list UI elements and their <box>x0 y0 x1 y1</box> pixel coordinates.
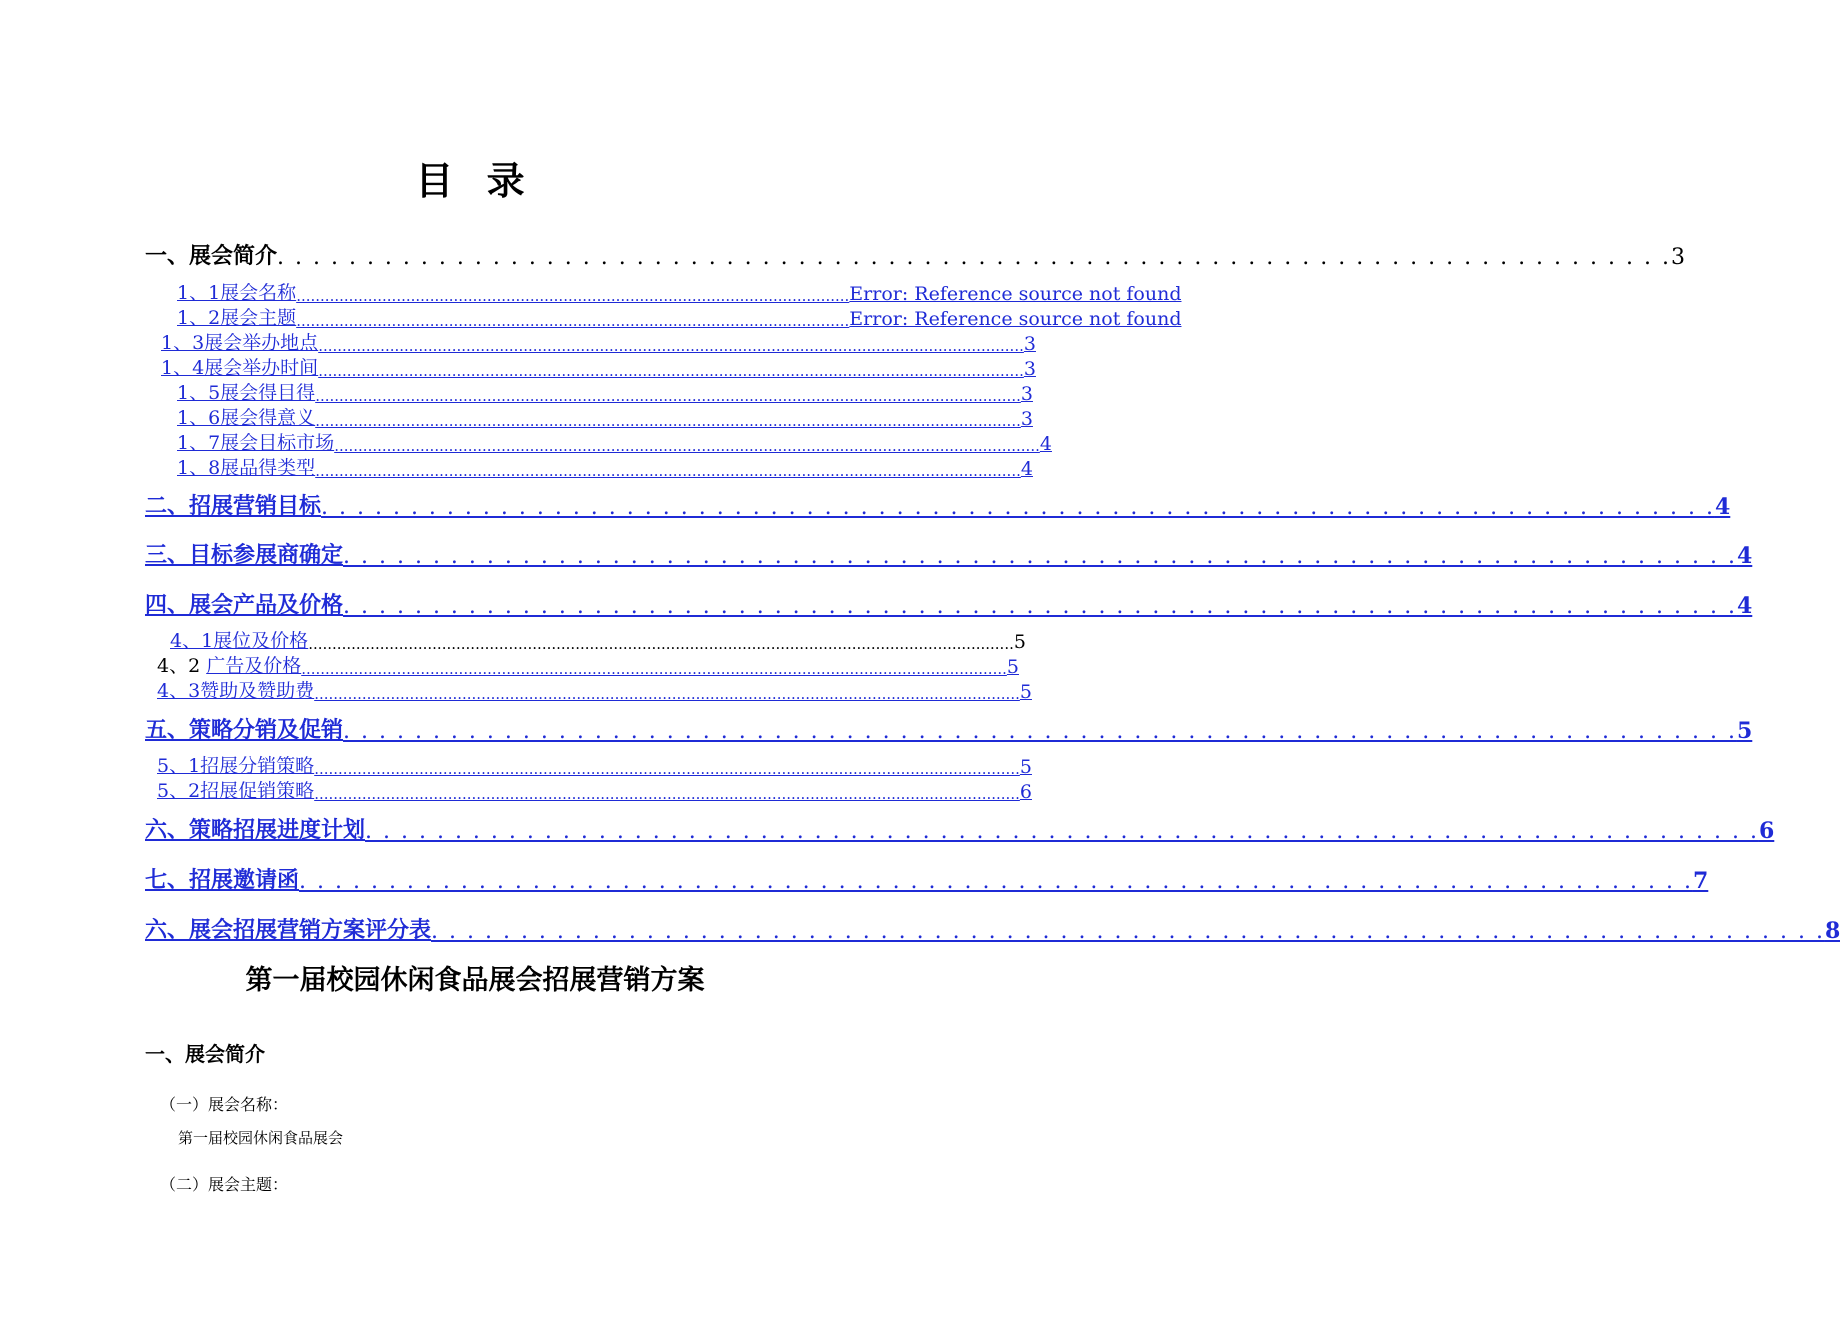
toc-entry-label: 广告及价格 <box>206 655 302 677</box>
toc-entry-label: 一、展会简介 <box>145 243 278 269</box>
toc-entry-page: 3 <box>1020 383 1033 405</box>
toc-entry-label: 1、6展会得意义 <box>177 407 316 429</box>
toc-entry-page: 5 <box>1736 718 1753 744</box>
toc-leader: .................................................................................................................................................... <box>334 437 1040 455</box>
toc-entry-1-8[interactable] <box>177 456 1033 480</box>
toc-leader: .................................................................................................................................................... <box>314 760 1020 778</box>
toc-entry-page: 4 <box>1714 494 1731 520</box>
toc-entry-label: 5、1招展分销策略 <box>157 755 315 777</box>
toc-leader: .................................................................................................................... <box>296 312 850 330</box>
subsection-heading-theme: （二）展会主题： <box>160 1175 289 1194</box>
toc-entry-2[interactable] <box>145 490 1731 520</box>
toc-entry-1-5[interactable] <box>177 381 1033 405</box>
toc-leader: .................................................................................................................................................... <box>314 785 1020 803</box>
toc-entry-label: 三、目标参展商确定 <box>145 542 344 568</box>
toc-entry-label: 4、3赞助及赞助费 <box>157 680 315 702</box>
toc-entry-label: 1、5展会得目得 <box>177 382 316 404</box>
toc-leader: .................................................................................................................................................... <box>315 462 1021 480</box>
toc-leader: .................................................................................................................................................... <box>315 387 1021 405</box>
toc-entry-label: 五、策略分销及促销 <box>145 717 344 743</box>
toc-entry-label: 1、7展会目标市场 <box>177 432 335 454</box>
toc-entry-page: 5 <box>1019 681 1032 703</box>
toc-entry-label: 1、8展品得类型 <box>177 457 316 479</box>
toc-entry-page: 3 <box>1023 358 1036 380</box>
toc-entry-1-2[interactable] <box>177 306 1182 330</box>
toc-entry-7[interactable] <box>145 864 1709 894</box>
toc-leader: .................................................................................................................................................... <box>314 685 1020 703</box>
toc-entry-page: 6 <box>1758 818 1775 844</box>
toc-entry-page: 3 <box>1020 408 1033 430</box>
toc-leader: . . . . . . . . . . . . . . . . . . . . . . . . . . . . . . . . . . . . . . . . . . . . . . . . . . . . . . . . . . . . . . . . . . . . . . . . . . . . . . <box>277 245 1671 270</box>
document-title: 第一届校园休闲食品展会招展营销方案 <box>245 965 705 996</box>
toc-entry-page: 5 <box>1013 631 1026 653</box>
toc-entry-3[interactable] <box>145 539 1753 569</box>
body-text: 第一届校园休闲食品展会 <box>178 1129 344 1147</box>
toc-entry-page: 8 <box>1824 918 1840 944</box>
toc-leader: .................................................................................................................................................... <box>315 412 1021 430</box>
toc-title: 目 录 <box>415 158 535 203</box>
toc-entry-1-3[interactable] <box>161 331 1036 355</box>
toc-entry-page: 4 <box>1020 458 1033 480</box>
toc-entry-page: 6 <box>1019 781 1032 803</box>
subsection-heading-name: （一）展会名称： <box>160 1095 289 1114</box>
toc-entry-page: 3 <box>1670 245 1685 270</box>
toc-entry-label: 1、4展会举办时间 <box>161 357 319 379</box>
toc-entry-page: 5 <box>1006 656 1019 678</box>
toc-entry-5[interactable] <box>145 714 1753 744</box>
toc-leader: . . . . . . . . . . . . . . . . . . . . . . . . . . . . . . . . . . . . . . . . . . . . . . . . . . . . . . . . . . . . . . . . . . . . . . . . . . . . . . <box>321 495 1715 520</box>
toc-entry-1-1[interactable] <box>177 281 1182 305</box>
toc-entry-1-4[interactable] <box>161 356 1036 380</box>
toc-entry-label: 5、2招展促销策略 <box>157 780 315 802</box>
section-heading: 一、展会简介 <box>145 1042 265 1066</box>
toc-leader: .................................................................................................................................................... <box>301 660 1007 678</box>
toc-entry-label: 四、展会产品及价格 <box>145 592 344 618</box>
toc-entry-page: 4 <box>1736 593 1753 619</box>
toc-leader: . . . . . . . . . . . . . . . . . . . . . . . . . . . . . . . . . . . . . . . . . . . . . . . . . . . . . . . . . . . . . . . . . . . . . . . . . . . . . . <box>299 869 1693 894</box>
toc-entry-label: 1、2展会主题 <box>177 307 297 329</box>
toc-leader: . . . . . . . . . . . . . . . . . . . . . . . . . . . . . . . . . . . . . . . . . . . . . . . . . . . . . . . . . . . . . . . . . . . . . . . . . . . . . . <box>343 594 1737 619</box>
toc-entry-label: 1、3展会举办地点 <box>161 332 319 354</box>
toc-entry-page: Error: Reference source not found <box>849 308 1182 330</box>
toc-entry-label: 六、策略招展进度计划 <box>145 817 366 843</box>
toc-entry-page: 7 <box>1692 868 1709 894</box>
toc-entry-4-3[interactable] <box>157 679 1032 703</box>
toc-leader: .................................................................................................................................................... <box>308 635 1014 653</box>
toc-entry-1-7[interactable] <box>177 431 1052 455</box>
toc-entry-label: 六、展会招展营销方案评分表 <box>145 917 432 943</box>
toc-leader: . . . . . . . . . . . . . . . . . . . . . . . . . . . . . . . . . . . . . . . . . . . . . . . . . . . . . . . . . . . . . . . . . . . . . . . . . . . . . . <box>343 719 1737 744</box>
toc-entry-4-2[interactable] <box>157 654 1019 678</box>
toc-entry-5-1[interactable] <box>157 754 1032 778</box>
toc-entry-4-1[interactable] <box>170 629 1026 653</box>
toc-entry-6[interactable] <box>145 814 1775 844</box>
toc-entry-label: 4、1展位及价格 <box>170 630 309 652</box>
toc-entry-8[interactable] <box>145 914 1840 944</box>
toc-leader: . . . . . . . . . . . . . . . . . . . . . . . . . . . . . . . . . . . . . . . . . . . . . . . . . . . . . . . . . . . . . . . . . . . . . . . . . . . . . . <box>365 819 1759 844</box>
toc-entry-5-2[interactable] <box>157 779 1032 803</box>
toc-leader: .................................................................................................................................................... <box>318 337 1024 355</box>
toc-entry-1-6[interactable] <box>177 406 1033 430</box>
toc-entry-label: 1、1展会名称 <box>177 282 297 304</box>
toc-entry-prefix: 4、2 <box>157 655 201 677</box>
toc-entry-page: 3 <box>1023 333 1036 355</box>
toc-leader: .................................................................................................................................................... <box>318 362 1024 380</box>
toc-entry-page: 4 <box>1736 543 1753 569</box>
toc-leader: . . . . . . . . . . . . . . . . . . . . . . . . . . . . . . . . . . . . . . . . . . . . . . . . . . . . . . . . . . . . . . . . . . . . . . . . . . . . . . <box>343 544 1737 569</box>
toc-leader: . . . . . . . . . . . . . . . . . . . . . . . . . . . . . . . . . . . . . . . . . . . . . . . . . . . . . . . . . . . . . . . . . . . . . . . . . . . . . . <box>431 919 1825 944</box>
toc-entry-4[interactable] <box>145 589 1753 619</box>
toc-entry-page: 5 <box>1019 756 1032 778</box>
toc-leader: .................................................................................................................... <box>296 287 850 305</box>
toc-entry-label: 七、招展邀请函 <box>145 867 300 893</box>
toc-entry-page: 4 <box>1039 433 1052 455</box>
toc-entry-1[interactable] <box>145 240 1685 270</box>
toc-entry-label: 二、招展营销目标 <box>145 493 322 519</box>
toc-entry-page: Error: Reference source not found <box>849 283 1182 305</box>
